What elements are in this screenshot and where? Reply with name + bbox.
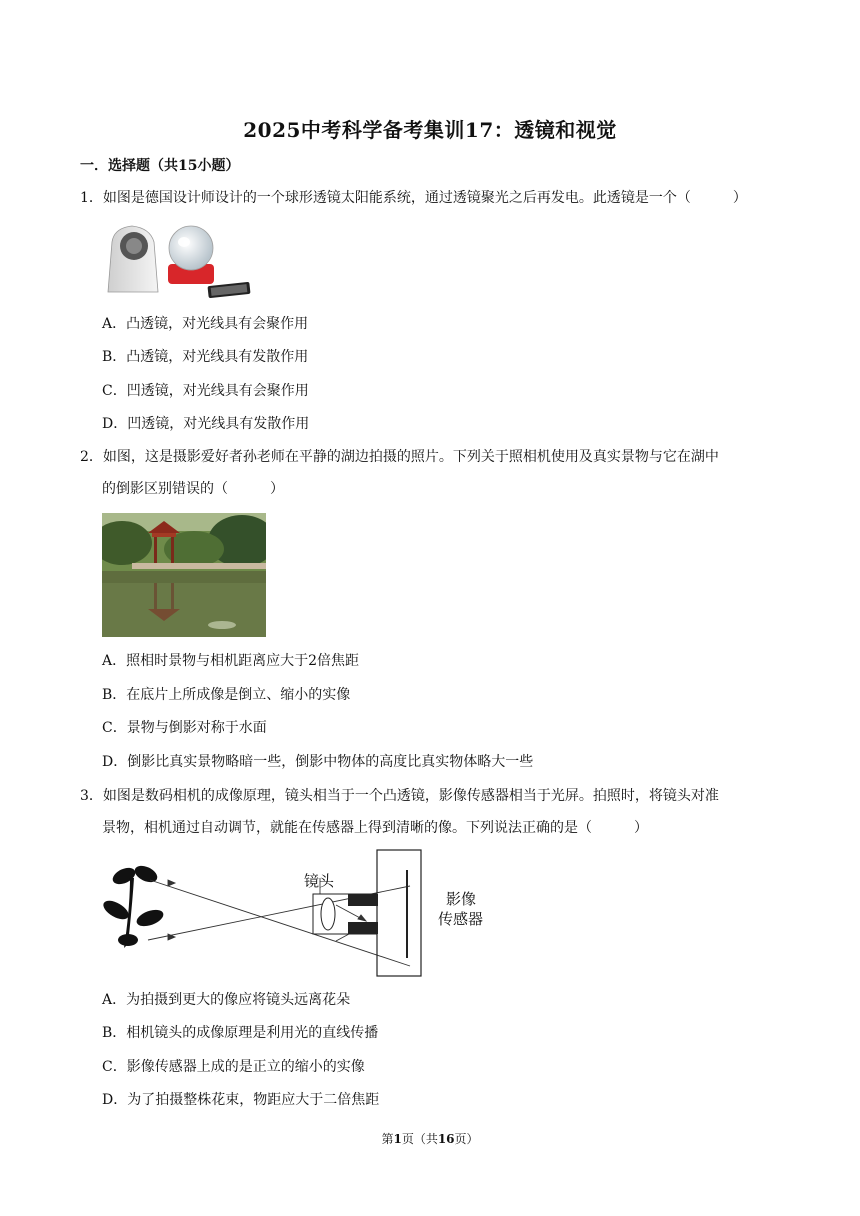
flower-object: [100, 863, 165, 948]
question-stem: 如图是德国设计师设计的一个球形透镜太阳能系统，通过透镜聚光之后再发电。此透镜是一个（: [102, 190, 691, 206]
option-3b: B．相机镜头的成像原理是利用光的直线传播: [102, 1025, 379, 1041]
question-2: [80, 441, 780, 505]
footer-suffix: 页）: [454, 1132, 479, 1146]
question-1: [80, 182, 780, 214]
option-1d: D．凹透镜，对光线具有发散作用: [102, 416, 310, 432]
footer-prefix: 第: [381, 1132, 394, 1146]
option-2b: B．在底片上所成像是倒立、缩小的实像: [102, 687, 351, 703]
option-3a: A．为拍摄到更大的像应将镜头远离花朵: [102, 992, 351, 1008]
page-footer: [0, 1130, 860, 1147]
question-stem-line2: 的倒影区别错误的（: [102, 481, 228, 497]
sensor-label-line2: 传感器: [438, 910, 484, 928]
option-3c: C．影像传感器上成的是正立的缩小的实像: [102, 1059, 365, 1075]
question-3: [80, 780, 780, 844]
question-paren-close: ）: [732, 190, 747, 206]
sensor-label-line1: 影像: [446, 890, 477, 908]
question-number: 3．: [80, 788, 103, 804]
question-number: 1．: [80, 190, 103, 206]
footer-total-pages: 16: [437, 1132, 455, 1146]
option-1a: A．凸透镜，对光线具有会聚作用: [102, 316, 309, 332]
camera-imaging-diagram: [100, 848, 500, 980]
option-1b: B．凸透镜，对光线具有发散作用: [102, 349, 309, 365]
option-1c: C．凹透镜，对光线具有会聚作用: [102, 383, 309, 399]
option-3d: D．为了拍摄整株花束，物距应大于二倍焦距: [102, 1092, 380, 1108]
question-paren-close: ）: [634, 820, 648, 836]
question-number: 2．: [80, 449, 103, 465]
section-heading: 一．选择题（共15小题）: [80, 158, 240, 174]
page-title: 2025中考科学备考集训17：透镜和视觉: [243, 118, 617, 142]
option-2c: C．景物与倒影对称于水面: [102, 720, 267, 736]
question-stem-line1: 如图，这是摄影爱好者孙老师在平静的湖边拍摄的照片。下列关于照相机使用及真实景物与它在湖中: [102, 449, 719, 465]
option-2a: A．照相时景物与相机距离应大于2倍焦距: [102, 653, 360, 669]
solar-lens-photo: [104, 222, 254, 300]
footer-page-number: 1: [393, 1132, 402, 1146]
footer-middle: 页（共: [401, 1132, 438, 1146]
question-stem-line2: 景物，相机通过自动调节，就能在传感器上得到清晰的像。下列说法正确的是（: [102, 820, 592, 836]
option-2d: D．倒影比真实景物略暗一些，倒影中物体的高度比真实物体略大一些: [102, 754, 534, 770]
lens-label: 镜头: [304, 872, 335, 890]
question-paren-close: ）: [270, 481, 284, 497]
question-stem-line1: 如图是数码相机的成像原理，镜头相当于一个凸透镜，影像传感器相当于光屏。拍照时，将镜头对准: [102, 788, 719, 804]
convex-lens: [321, 898, 335, 930]
lake-pavilion-photo: [102, 513, 266, 637]
